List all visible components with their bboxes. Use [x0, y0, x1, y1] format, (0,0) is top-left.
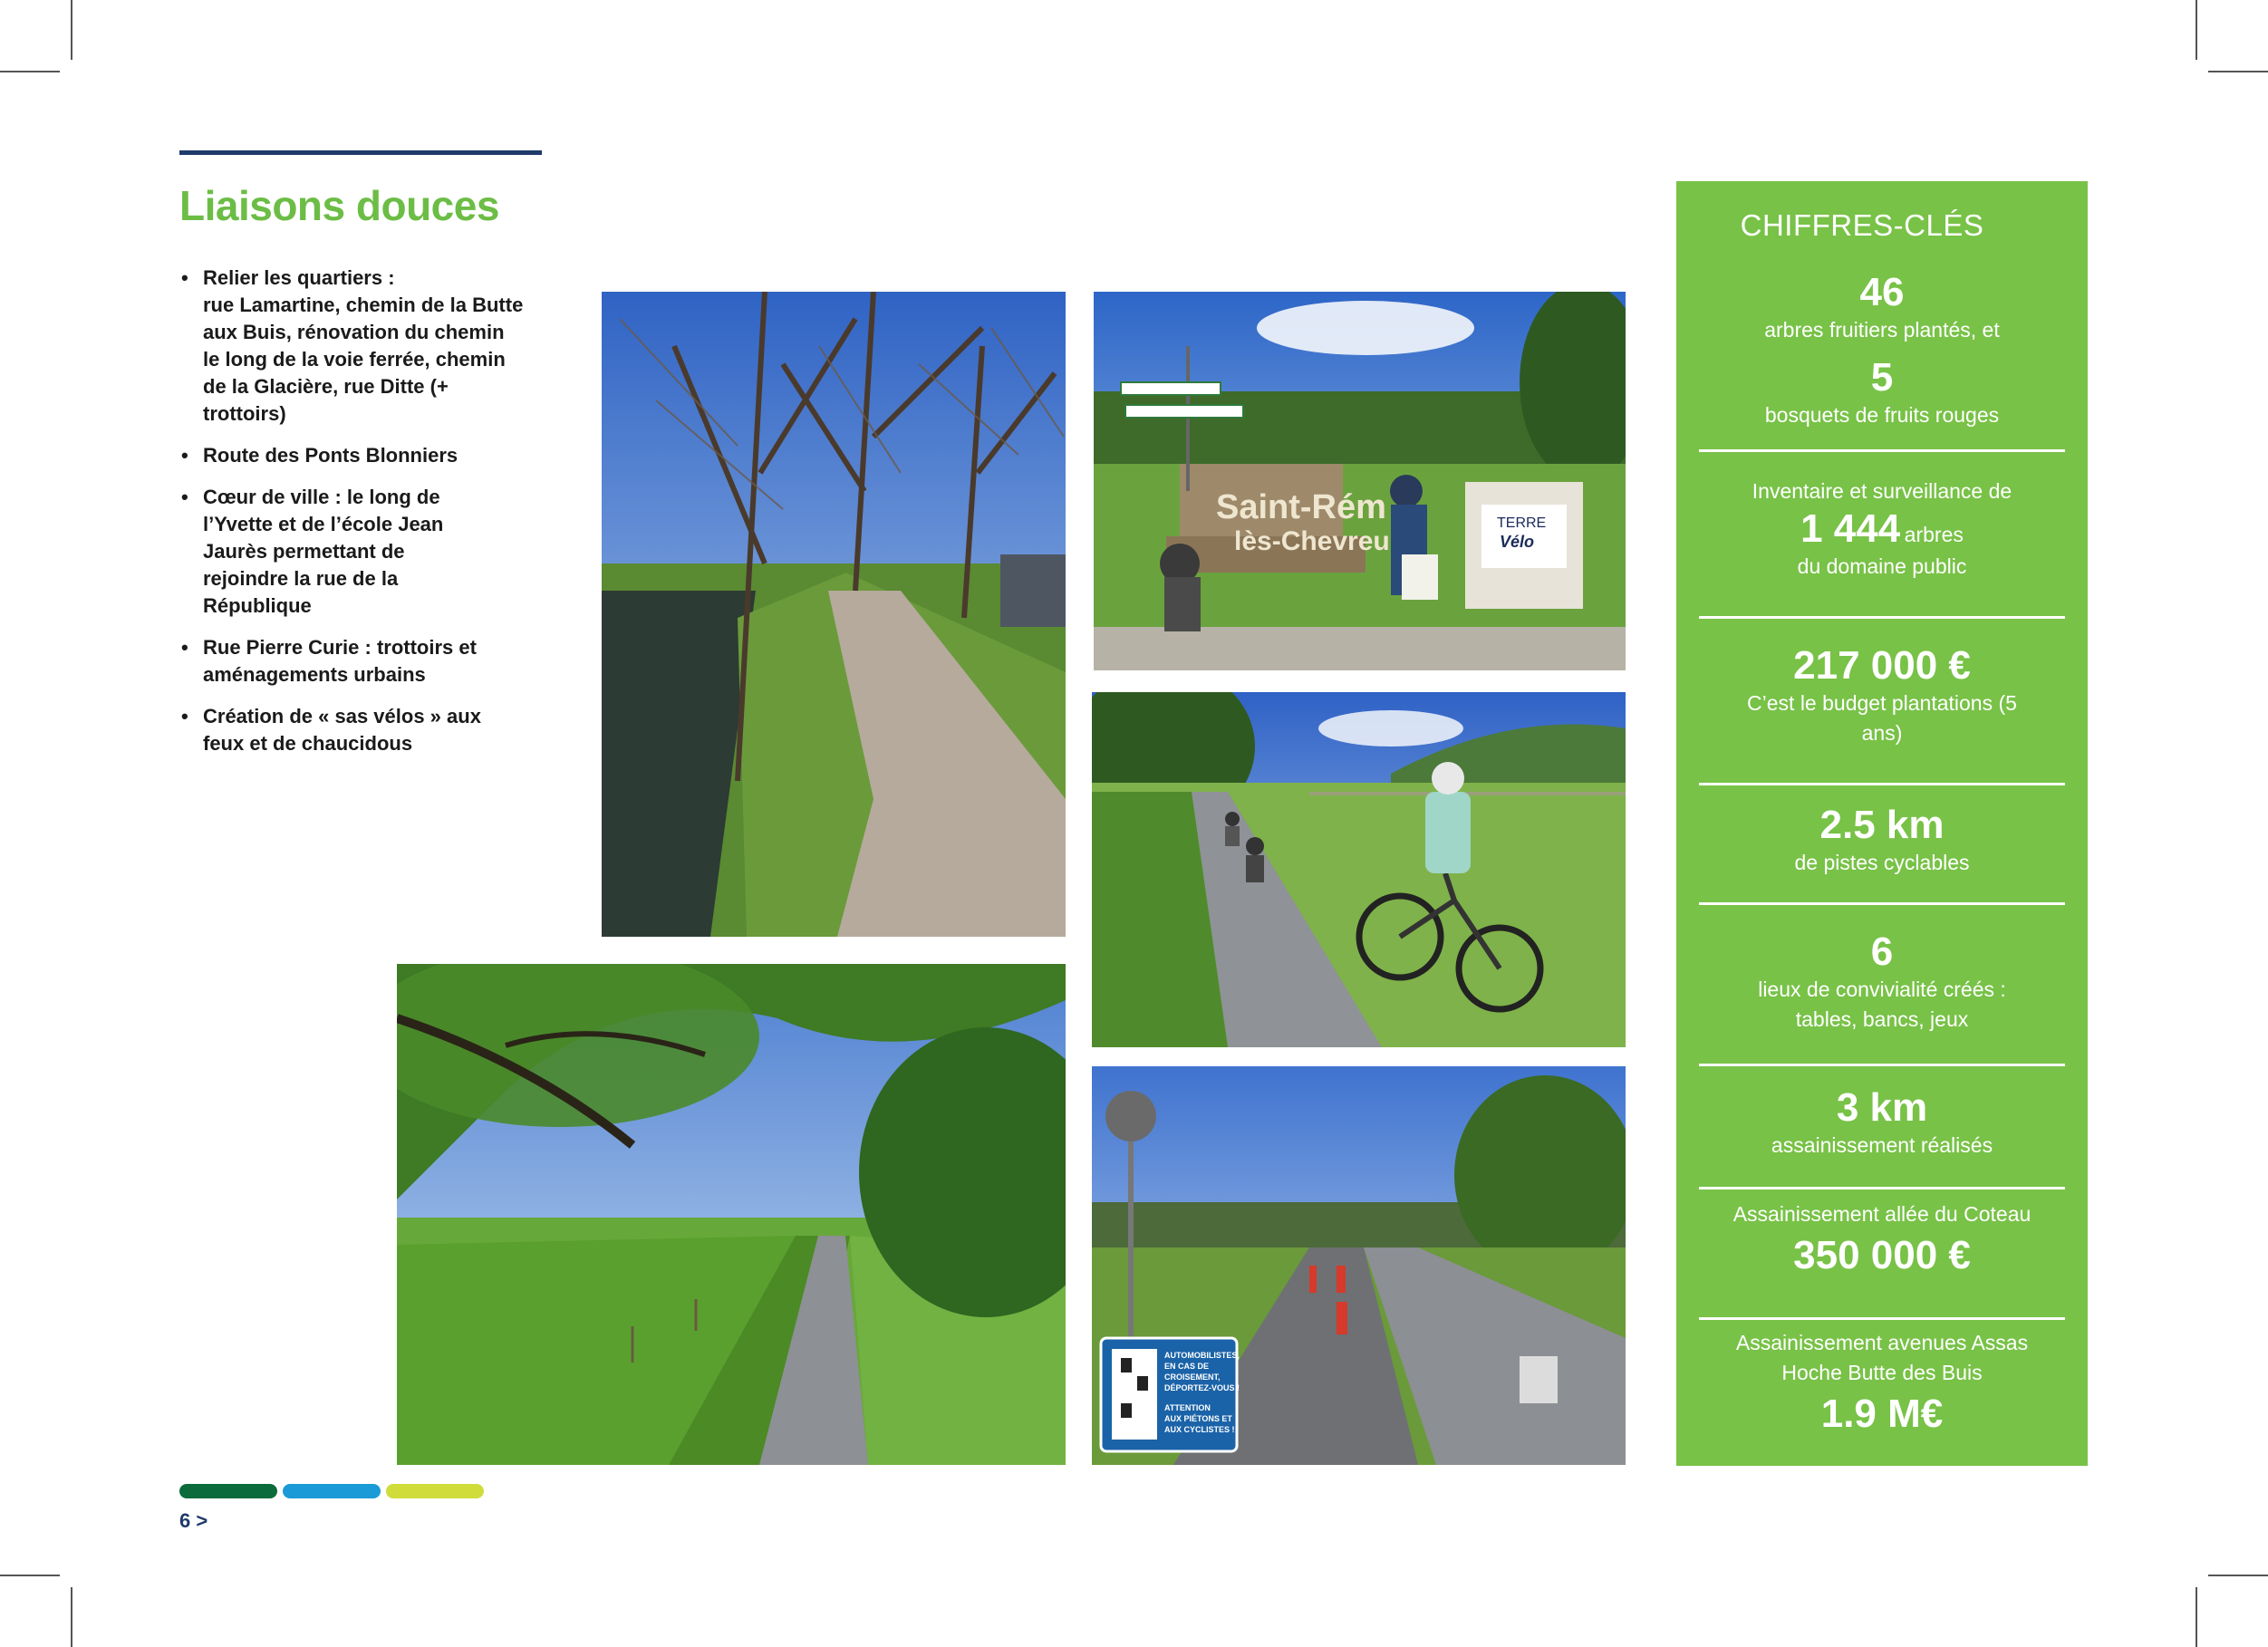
kpi-bosquets [1676, 355, 2088, 430]
kpi-divider [1699, 1187, 2065, 1190]
kpi-places [1676, 929, 2088, 1035]
crop-mark [0, 1575, 60, 1576]
sign-text: lès-Chevreu [1234, 526, 1390, 556]
kpi-fruit-trees [1676, 270, 2088, 345]
photo-riverside-path [602, 292, 1066, 937]
kpi-budget [1676, 643, 2088, 748]
kpi-value: 6 [1870, 929, 1894, 974]
road-sign-text: AUTOMOBILISTES, [1164, 1351, 1240, 1360]
kpi-divider [1699, 1064, 2065, 1066]
sign-text: Vélo [1500, 533, 1535, 551]
bullet-line: République [203, 594, 312, 617]
bullet-item [179, 484, 542, 620]
bullet-line: aux Buis, rénovation du chemin [203, 321, 505, 343]
kpi-value: 217 000 € [1793, 643, 1971, 688]
crop-mark [0, 71, 60, 72]
bullet-line: Jaurès permettant de [203, 540, 405, 563]
kpi-pre: Assainissement allée du Coteau [1732, 1202, 2032, 1226]
bullet-list [179, 265, 542, 772]
bullet-item [179, 265, 542, 428]
photo-cyclists [1092, 692, 1626, 1047]
bullet-lead: Création de « sas vélos » aux [203, 705, 481, 727]
kpi-value: 2.5 km [1819, 803, 1945, 847]
photo-town-sign [1094, 292, 1626, 670]
kpi-label: ans) [1861, 721, 1903, 745]
kpi-coteau [1676, 1199, 2088, 1278]
bullet-line: rejoindre la rue de la [203, 567, 399, 590]
kpi-divider [1699, 616, 2065, 619]
page-number: 6 > [179, 1509, 208, 1532]
kpi-label: tables, bancs, jeux [1795, 1007, 1969, 1031]
bullet-item [179, 442, 542, 469]
kpi-pre: Assainissement avenues Assas [1735, 1331, 2029, 1354]
footer-bar-green [179, 1484, 277, 1498]
bullet-line: trottoirs) [203, 402, 286, 425]
section-title: Liaisons douces [179, 182, 499, 229]
crop-mark [2196, 1587, 2197, 1647]
kpi-divider [1699, 449, 2065, 452]
road-sign-text: AUX PIÉTONS ET [1164, 1414, 1232, 1423]
kpi-value: 46 [1859, 270, 1905, 314]
kpi-label: arbres fruitiers plantés, et [1764, 318, 2000, 342]
kpi-value: 350 000 € [1793, 1233, 1971, 1277]
kpi-pre: Inventaire et surveillance de [1752, 479, 2012, 503]
photo-green-path [397, 964, 1066, 1465]
kpi-pre: Hoche Butte des Buis [1781, 1361, 1983, 1384]
kpi-divider [1699, 1317, 2065, 1320]
bullet-lead: Relier les quartiers : [203, 266, 395, 289]
kpi-label: du domaine public [1797, 554, 1967, 578]
footer-bar-blue [283, 1484, 381, 1498]
kpi-value: 3 km [1836, 1085, 1928, 1130]
sign-text: Saint-Rém [1216, 488, 1386, 526]
title-rule [179, 150, 542, 155]
road-sign-text: ATTENTION [1164, 1403, 1211, 1412]
road-sign-text: EN CAS DE [1164, 1362, 1210, 1371]
bullet-lead: Rue Pierre Curie : trottoirs et [203, 636, 477, 659]
kpi-label: de pistes cyclables [1794, 851, 1970, 874]
crop-mark [2208, 1575, 2268, 1576]
footer-bar-lime [386, 1484, 484, 1498]
kpi-value: 5 [1870, 355, 1894, 400]
road-sign-text: CROISEMENT, [1164, 1372, 1221, 1382]
sign-text: TERRE [1497, 515, 1547, 531]
key-figures-heading: CHIFFRES-CLÉS [1740, 208, 1984, 242]
key-figures-panel [1676, 181, 2088, 1466]
kpi-value: 1.9 M€ [1820, 1392, 1944, 1436]
kpi-label: assainissement réalisés [1771, 1133, 1993, 1157]
kpi-suffix: arbres [1904, 523, 1964, 546]
kpi-value: 1 444 [1800, 506, 1901, 551]
kpi-assas [1676, 1328, 2088, 1437]
bullet-item [179, 703, 542, 757]
crop-mark [71, 1587, 72, 1647]
crop-mark [2208, 71, 2268, 72]
bullet-lead: Route des Ponts Blonniers [203, 444, 458, 467]
bullet-line: le long de la voie ferrée, chemin [203, 348, 506, 371]
kpi-label: C’est le budget plantations (5 [1747, 691, 2017, 715]
kpi-divider [1699, 783, 2065, 785]
kpi-bike-lanes [1676, 803, 2088, 878]
crop-mark [2196, 0, 2197, 60]
road-sign-text: DÉPORTEZ-VOUS ! [1164, 1383, 1240, 1392]
kpi-label: lieux de convivialité créés : [1758, 978, 2006, 1001]
bullet-line: feux et de chaucidous [203, 732, 413, 755]
crop-mark [71, 0, 72, 60]
bullet-lead: Cœur de ville : le long de [203, 486, 440, 508]
bullet-line: l’Yvette et de l’école Jean [203, 513, 444, 535]
bullet-line: aménagements urbains [203, 663, 426, 686]
bullet-line: rue Lamartine, chemin de la Butte [203, 294, 524, 316]
bullet-item [179, 634, 542, 689]
road-sign-text: AUX CYCLISTES ! [1164, 1425, 1235, 1434]
kpi-divider [1699, 902, 2065, 905]
kpi-inventory [1676, 477, 2088, 582]
kpi-sanitation [1676, 1085, 2088, 1161]
kpi-label: bosquets de fruits rouges [1764, 403, 2000, 427]
photo-bike-lane [1092, 1066, 1626, 1465]
bullet-line: de la Glacière, rue Ditte (+ [203, 375, 449, 398]
